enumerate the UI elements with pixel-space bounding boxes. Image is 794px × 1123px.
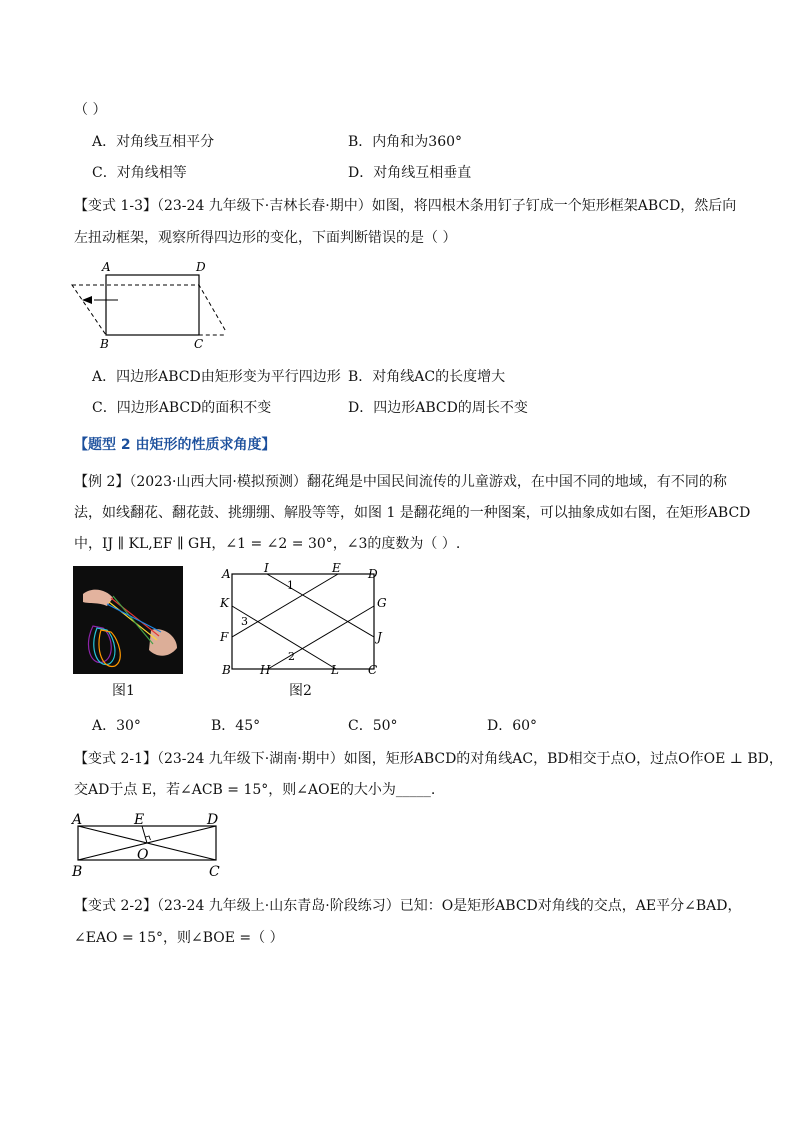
q1-option-c: C．对角线相等 bbox=[92, 165, 187, 181]
ex2-option-a: A．30° bbox=[92, 718, 141, 734]
var13-text-line2: 左扭动框架，观察所得四边形的变化，下面判断错误的是（ ） bbox=[74, 230, 457, 246]
var13-option-d: D．四边形ABCD的周长不变 bbox=[348, 400, 528, 416]
fig2-label-i: I bbox=[264, 562, 269, 575]
fig2-label-c: C bbox=[368, 663, 378, 677]
fig2-label-f: F bbox=[220, 630, 229, 644]
photo-background bbox=[73, 566, 183, 674]
var21-text-line2: 交AD于点 E，若∠ACB = 15°，则∠AOE的大小为_____. bbox=[74, 782, 436, 798]
ex2-option-d: D．60° bbox=[487, 718, 538, 734]
var13-option-c: C．四边形ABCD的面积不变 bbox=[92, 400, 272, 416]
q1-option-d: D．对角线互相垂直 bbox=[348, 165, 472, 181]
section-heading-type2: 【题型 2 由矩形的性质求角度】 bbox=[74, 437, 276, 453]
segment-ij bbox=[267, 574, 374, 637]
fig2-label-e: E bbox=[332, 562, 341, 575]
var21-label-e: E bbox=[134, 812, 145, 828]
var21-figure bbox=[68, 808, 238, 880]
fig2-diagram bbox=[214, 562, 394, 680]
ex2-text-line3: 中，IJ ∥ KL,EF ∥ GH，∠1 = ∠2 = 30°，∠3的度数为（ ）. bbox=[74, 536, 461, 552]
fig2-label-j: J bbox=[377, 630, 382, 644]
q1-option-b: B．内角和为360° bbox=[348, 134, 463, 150]
fig2-label-k: K bbox=[220, 596, 229, 610]
fig2-label-d: D bbox=[368, 567, 378, 581]
fig2-label-g: G bbox=[377, 596, 387, 610]
var22-text-line1: 【变式 2-2】（23-24 九年级上·山东青岛·阶段练习）已知：O是矩形ABCD对角线的交点，AE平分∠BAD， bbox=[74, 898, 742, 914]
var21-label-a: A bbox=[72, 812, 83, 828]
fig2-label-h: H bbox=[260, 663, 271, 677]
var21-label-c: C bbox=[209, 864, 220, 880]
ex2-text-line1: 【例 2】（2023·山西大同·模拟预测）翻花绳是中国民间流传的儿童游戏，在中国不同的地域，有不同的称 bbox=[74, 474, 727, 490]
fig2-label-l: L bbox=[331, 663, 339, 677]
var21-label-b: B bbox=[72, 864, 83, 880]
var13-option-a: A．四边形ABCD由矩形变为平行四边形 bbox=[92, 369, 341, 385]
segment-oe bbox=[142, 826, 147, 843]
fig2-label-a: A bbox=[222, 567, 231, 581]
var21-text-line1: 【变式 2-1】（23-24 九年级下·湖南·期中）如图，矩形ABCD的对角线AC，BD相交于点O，过点O作OE ⊥ BD， bbox=[74, 751, 783, 767]
ex2-option-c: C．50° bbox=[348, 718, 398, 734]
fig2-caption: 图2 bbox=[289, 683, 312, 699]
rectangle-frame bbox=[106, 275, 199, 335]
var21-label-o: O bbox=[137, 847, 149, 863]
ex2-option-b: B．45° bbox=[211, 718, 261, 734]
var22-text-line2: ∠EAO = 15°，则∠BOE =（ ） bbox=[74, 930, 284, 946]
fig2-label-b: B bbox=[222, 663, 231, 677]
var13-option-b: B．对角线AC的长度增大 bbox=[348, 369, 506, 385]
answer-paren: （ ） bbox=[74, 102, 107, 118]
label-a: A bbox=[102, 260, 111, 274]
var21-label-d: D bbox=[207, 812, 219, 828]
label-d: D bbox=[196, 260, 206, 274]
label-b: B bbox=[100, 337, 109, 351]
rectangle-abcd bbox=[232, 574, 374, 669]
ex2-text-line2: 法，如线翻花、翻花鼓、挑绷绷、解股等等，如图 1 是翻花绳的一种图案，可以抽象成如右图，在矩形ABCD bbox=[74, 505, 751, 521]
fig2-angle-3: 3 bbox=[241, 615, 248, 628]
fig2-angle-2: 2 bbox=[288, 650, 295, 663]
string-game-photo bbox=[73, 566, 183, 674]
fig2-angle-1: 1 bbox=[287, 579, 294, 592]
var13-text-line1: 【变式 1-3】（23-24 九年级下·吉林长春·期中）如图，将四根木条用钉子钉成一个矩形框架ABCD，然后向 bbox=[74, 198, 737, 214]
var13-figure bbox=[66, 258, 226, 354]
label-c: C bbox=[194, 337, 204, 351]
q1-option-a: A．对角线互相平分 bbox=[92, 134, 215, 150]
dashed-parallelogram bbox=[72, 285, 226, 335]
fig1-caption: 图1 bbox=[112, 683, 135, 699]
